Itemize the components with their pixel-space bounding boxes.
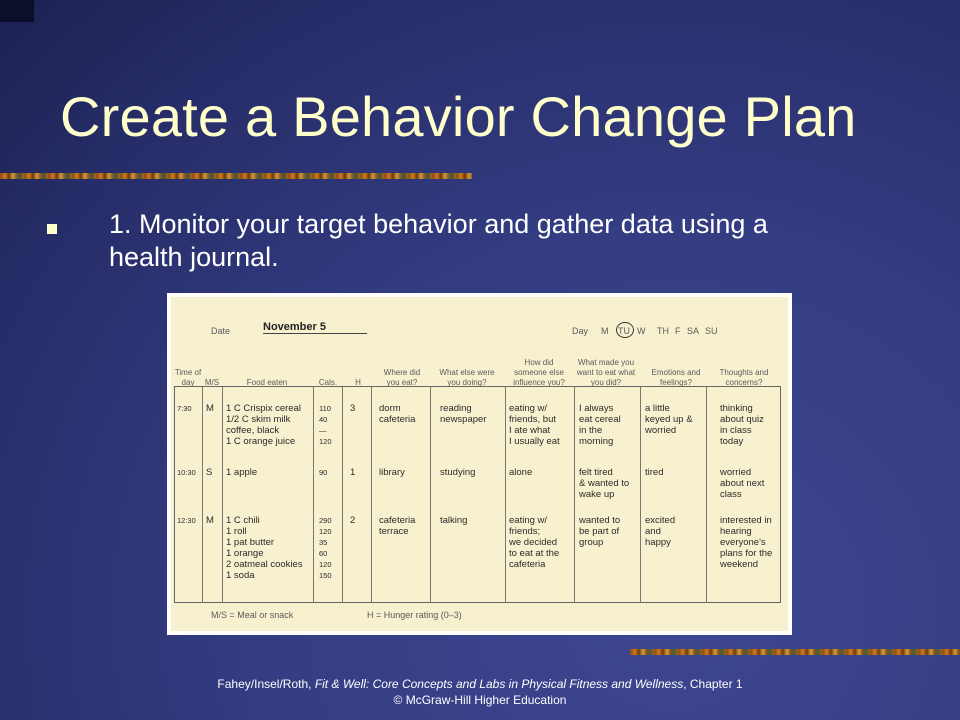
col-divider [222,387,223,602]
row1-emotions-cell: a little [645,403,670,414]
row2-time-cell: 10:30 [177,468,196,477]
day-th: TH [657,326,669,336]
header-cals: Cals. [318,378,338,387]
col-divider [505,387,506,602]
row3-thoughts-cell: weekend [720,559,759,570]
row3-thoughts-cell: plans for the [720,548,773,559]
row2-made-cell: wake up [579,489,615,500]
row1-influence-cell: I ate what [509,425,551,436]
row1-food-cell: 1 C orange juice [226,436,296,447]
row3-cals-cell: 120 [319,527,332,536]
header-influence: How did someone else influence you? [513,358,565,387]
row2-food-cell: 1 apple [226,467,258,478]
footnote-hunger: H = Hunger rating (0–3) [367,610,462,620]
row1-thoughts-cell: today [720,436,744,447]
row2-ms-cell: S [206,467,213,478]
row3-cals-cell: 35 [319,538,328,547]
row3-h-cell: 2 [350,515,356,526]
date-value: November 5 [263,321,367,334]
row1-h-cell: 3 [350,403,356,414]
row1-cals-cell: 110 [319,404,331,413]
row3-influence-cell: friends; [509,526,541,537]
row3-influence-cell: we decided [509,537,558,548]
row2-made-cell: & wanted to [579,478,630,489]
citation-authors: Fahey/Insel/Roth, [217,677,315,691]
row2-thoughts-cell: about next [720,478,765,489]
row3-thoughts-cell: hearing [720,526,752,537]
row3-emotions-cell: and [645,526,661,537]
row2-else-cell: studying [440,467,476,478]
row2-h-cell: 1 [350,467,356,478]
row3-ms-cell: M [206,515,214,526]
row3-cals-cell: 150 [319,571,332,580]
row1-cals-cell: — [319,426,327,435]
header-where: Where did you eat? [383,368,421,387]
row1-made-cell: I always [579,403,614,414]
col-divider [574,387,575,602]
row3-made-cell: group [579,537,604,548]
col-divider [430,387,431,602]
row1-influence-cell: eating w/ [509,403,548,414]
day-m: M [601,326,609,336]
citation-line-2: © McGraw-Hill Higher Education [393,693,567,707]
row1-influence-cell: I usually eat [509,436,560,447]
header-made: What made you want to eat what you did? [576,358,636,387]
row3-influence-cell: to eat at the [509,548,560,559]
row3-cals-cell: 120 [319,560,332,569]
col-divider [640,387,641,602]
day-f: F [675,326,681,336]
row1-thoughts-cell: in class [720,425,752,436]
row3-else-cell: talking [440,515,468,526]
row3-food-cell: 1 orange [226,548,264,559]
row2-made-cell: felt tired [579,467,613,478]
row3-made-cell: be part of [579,526,620,537]
row3-cals-cell: 60 [319,549,328,558]
footer-divider [630,649,960,655]
row1-made-cell: in the [579,425,603,436]
day-w: W [637,326,646,336]
day-su: SU [705,326,718,336]
row1-food-cell: coffee, black [226,425,280,436]
citation-book-title: Fit & Well: Core Concepts and Labs in Physical Fitness and Wellness [314,677,684,691]
row2-thoughts-cell: class [720,489,742,500]
row3-food-cell: 1 pat butter [226,537,275,548]
row3-emotions-cell: excited [645,515,676,526]
col-divider [313,387,314,602]
title-divider [0,173,472,179]
footnote-ms: M/S = Meal or snack [211,610,294,620]
row1-made-cell: morning [579,436,614,447]
row3-food-cell: 1 roll [226,526,247,537]
row3-thoughts-cell: everyone's [720,537,766,548]
row1-influence-cell: friends, but [509,414,556,425]
row1-where-cell: cafeteria [379,414,416,425]
header-else: What else were you doing? [439,368,495,387]
date-label: Date [211,326,231,336]
selected-day-circle [616,322,634,338]
row1-made-cell: eat cereal [579,414,621,425]
header-emotions: Emotions and feelings? [651,368,701,387]
row1-else-cell: newspaper [440,414,487,425]
row3-influence-cell: cafeteria [509,559,546,570]
row1-ms-cell: M [206,403,214,414]
header-time: Time of day [174,368,202,387]
row2-where-cell: library [379,467,405,478]
row3-made-cell: wanted to [579,515,621,526]
row3-thoughts-cell: interested in [720,515,772,526]
row1-thoughts-cell: thinking [720,403,753,414]
col-divider [371,387,372,602]
header-ms: M/S [204,378,220,387]
header-thoughts: Thoughts and concerns? [719,368,769,387]
day-label: Day [572,326,589,336]
header-hunger: H [355,378,361,387]
row3-time-cell: 12:30 [177,516,196,525]
bullet-marker [47,224,57,234]
row3-where-cell: cafeteria [379,515,416,526]
row1-food-cell: 1 C Crispix cereal [226,403,301,414]
row3-food-cell: 2 oatmeal cookies [226,559,303,570]
row3-food-cell: 1 C chili [226,515,260,526]
col-divider [706,387,707,602]
row1-cals-cell: 40 [319,415,328,424]
row3-influence-cell: eating w/ [509,515,548,526]
row1-time-cell: 7:30 [177,404,192,413]
row2-thoughts-cell: worried [720,467,752,478]
slide-title: Create a Behavior Change Plan [60,85,857,148]
bullet-text: 1. Monitor your target behavior and gather data using a health journal. [109,209,768,272]
row1-else-cell: reading [440,403,472,414]
row1-cals-cell: 120 [319,437,332,446]
citation-line-1 [0,676,960,692]
row2-cals-cell: 90 [319,468,328,477]
row1-emotions-cell: keyed up & [645,414,693,425]
row1-where-cell: dorm [379,403,401,414]
health-journal-image [167,293,792,635]
row2-emotions-cell: tired [645,467,664,478]
row1-emotions-cell: worried [645,425,677,436]
row3-where-cell: terrace [379,526,409,537]
header-food: Food eaten [246,378,288,387]
col-divider [202,387,203,602]
journal-page [171,297,788,631]
day-tu: TU [618,326,630,336]
row1-thoughts-cell: about quiz [720,414,764,425]
col-divider [342,387,343,602]
citation-chapter: , Chapter 1 [683,677,743,691]
row2-influence-cell: alone [509,467,533,478]
row1-food-cell: 1/2 C skim milk [226,414,291,425]
row3-food-cell: 1 soda [226,570,255,581]
day-sa: SA [687,326,700,336]
corner-mark [0,0,34,22]
row3-cals-cell: 290 [319,516,332,525]
row3-emotions-cell: happy [645,537,671,548]
